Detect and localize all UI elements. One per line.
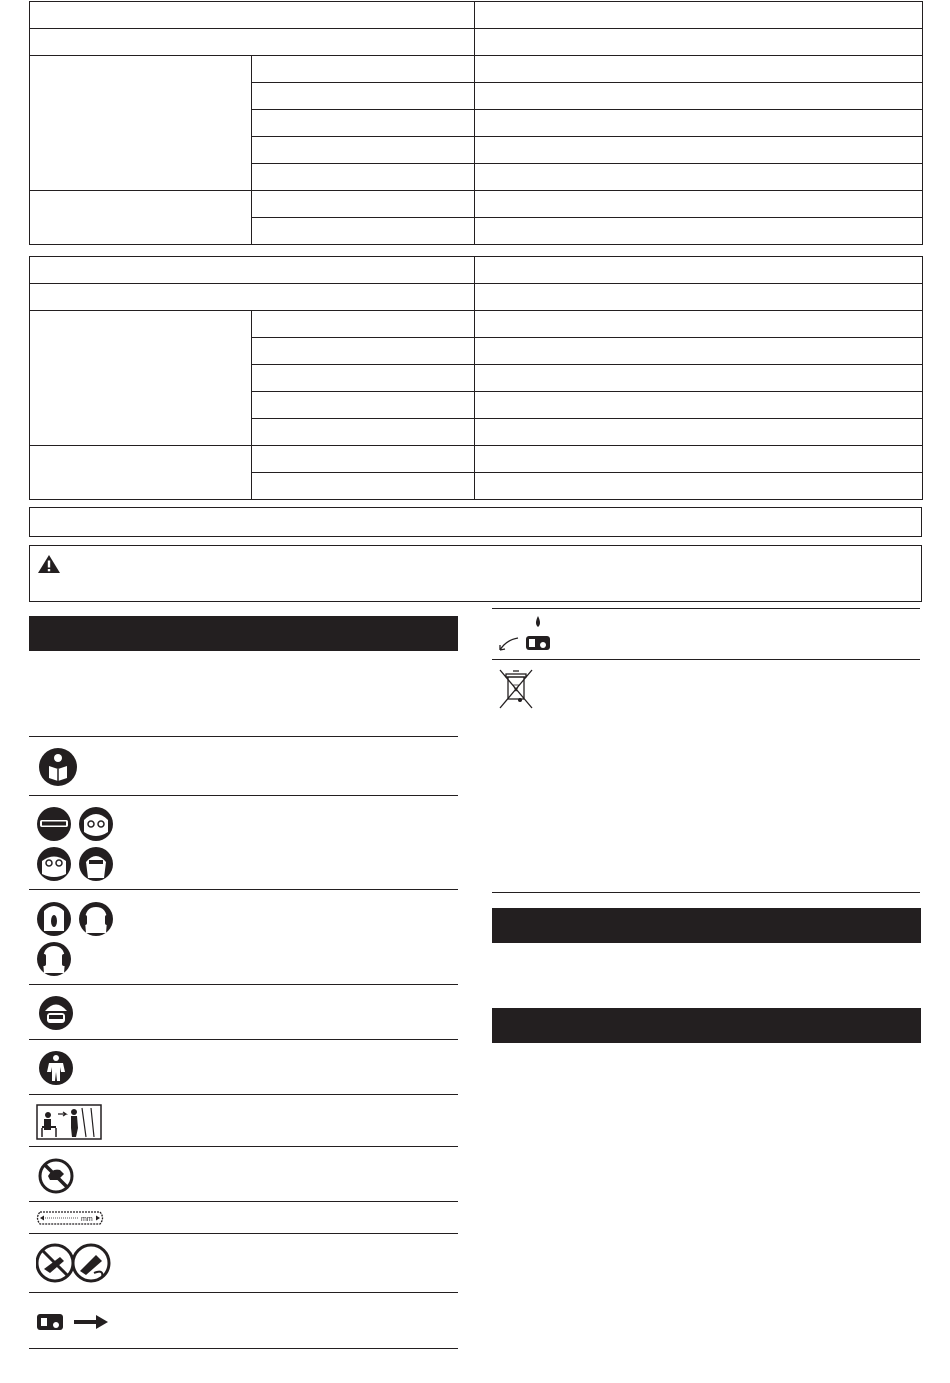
- divider: [29, 889, 458, 890]
- table-cell: [475, 311, 923, 338]
- table-cell: [30, 446, 252, 500]
- table-cell: [475, 137, 923, 164]
- table-cell: [252, 311, 475, 338]
- divider: [29, 795, 458, 796]
- table-cell: [475, 473, 923, 500]
- table-cell: [475, 110, 923, 137]
- table-row: [30, 284, 923, 311]
- table-cell: [30, 2, 475, 29]
- table-row: [30, 56, 923, 83]
- table-cell: [475, 29, 923, 56]
- divider: [29, 1201, 458, 1202]
- warning-triangle-icon: [37, 554, 61, 574]
- table-row: [30, 29, 923, 56]
- protective-clothing-icon: [38, 1050, 74, 1086]
- table-row: [30, 311, 923, 338]
- divider: [492, 892, 920, 893]
- table-cell: [475, 419, 923, 446]
- specification-table-2: [29, 256, 923, 500]
- table-cell: [475, 218, 923, 245]
- table-cell: [475, 365, 923, 392]
- table-row: [30, 191, 923, 218]
- note-box: [29, 507, 922, 537]
- bar-length-icon: [34, 1210, 106, 1226]
- table-row: [30, 446, 923, 473]
- bar-length-unit: mm: [81, 1216, 93, 1223]
- chain-oil-icon: [496, 614, 556, 654]
- table-cell: [252, 83, 475, 110]
- table-cell: [30, 284, 475, 311]
- table-cell: [252, 338, 475, 365]
- divider: [492, 659, 920, 660]
- table-cell: [252, 56, 475, 83]
- table-cell: [252, 164, 475, 191]
- table-cell: [252, 191, 475, 218]
- divider: [492, 608, 920, 609]
- table-cell: [30, 29, 475, 56]
- divider: [29, 1039, 458, 1040]
- section-heading-bar-general-safety: [492, 1008, 921, 1043]
- section-heading-bar-intended-use: [492, 908, 921, 943]
- table-cell: [252, 218, 475, 245]
- table-cell: [252, 473, 475, 500]
- chain-direction-icon: [36, 1310, 110, 1334]
- table-cell: [475, 2, 923, 29]
- kickback-warning-icon: [36, 1243, 112, 1283]
- table-cell: [252, 419, 475, 446]
- divider: [29, 1094, 458, 1095]
- table-cell: [475, 83, 923, 110]
- eye-protection-icon: [36, 806, 116, 883]
- warning-box: [29, 545, 922, 602]
- divider: [29, 1348, 458, 1349]
- training-icon: [36, 1104, 102, 1140]
- divider: [29, 736, 458, 737]
- divider: [29, 984, 458, 985]
- read-manual-icon: [38, 747, 78, 787]
- table-cell: [252, 446, 475, 473]
- weee-bin-icon: [498, 669, 534, 711]
- table-cell: [252, 365, 475, 392]
- table-cell: [475, 284, 923, 311]
- table-cell: [475, 257, 923, 284]
- table-cell: [475, 191, 923, 218]
- table-row: [30, 2, 923, 29]
- table-cell: [475, 446, 923, 473]
- table-cell: [475, 338, 923, 365]
- table-cell: [475, 392, 923, 419]
- table-cell: [30, 311, 252, 446]
- table-cell: [475, 56, 923, 83]
- divider: [29, 1233, 458, 1234]
- table-cell: [252, 137, 475, 164]
- table-cell: [475, 164, 923, 191]
- divider: [29, 1146, 458, 1147]
- ear-protection-icon: [36, 901, 116, 978]
- table-cell: [252, 392, 475, 419]
- table-row: [30, 257, 923, 284]
- table-cell: [30, 56, 252, 191]
- table-cell: [30, 257, 475, 284]
- section-heading-bar-symbols: [29, 616, 458, 651]
- specification-table-1: [29, 1, 923, 245]
- table-cell: [252, 110, 475, 137]
- divider: [29, 1292, 458, 1293]
- helmet-icon: [38, 995, 74, 1031]
- no-one-hand-operation-icon: [38, 1158, 74, 1194]
- table-cell: [30, 191, 252, 245]
